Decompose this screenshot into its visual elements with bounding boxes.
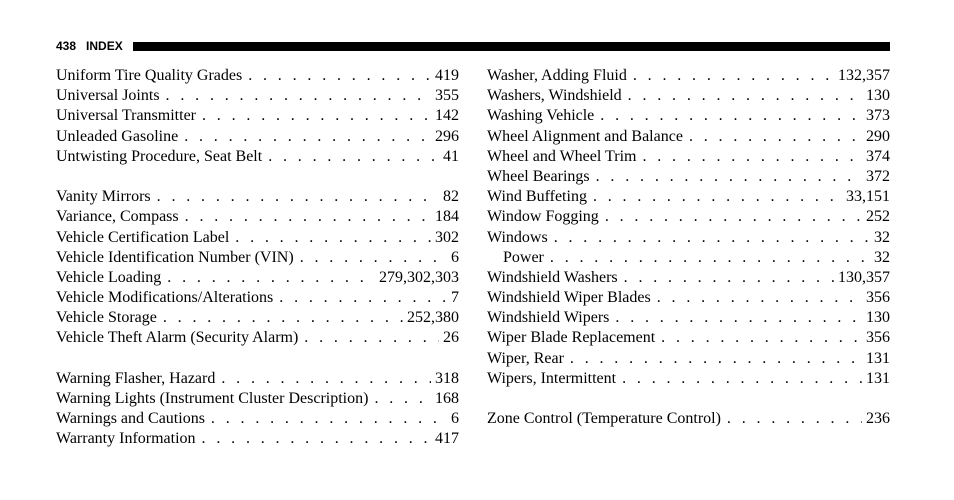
index-entry — [56, 148, 459, 168]
entry-pages: 296 — [435, 127, 459, 145]
entry-pages: 130,357 — [838, 268, 890, 286]
dot-leader — [642, 148, 862, 166]
dot-leader — [554, 229, 870, 247]
entry-pages: 131 — [866, 349, 890, 367]
entry-term: Warning Lights (Instrument Cluster Description) — [56, 390, 369, 407]
entry-term: Universal Transmitter — [56, 107, 196, 125]
entry-pages: 356 — [866, 329, 890, 347]
entry-term: Washing Vehicle — [487, 107, 595, 125]
entry-term: Vehicle Storage — [56, 309, 157, 327]
dot-leader — [300, 249, 447, 267]
index-entry — [56, 430, 459, 450]
entry-pages: 26 — [443, 329, 459, 347]
dot-leader — [167, 269, 375, 287]
index-entry — [56, 249, 459, 269]
entry-pages: 6 — [451, 248, 459, 266]
dot-leader — [202, 107, 431, 125]
dot-leader — [570, 350, 862, 368]
dot-leader — [550, 249, 870, 267]
index-entry — [56, 390, 459, 410]
index-entry — [487, 208, 890, 228]
entry-pages: 355 — [435, 87, 459, 105]
entry-term: Windshield Washers — [487, 268, 618, 286]
index-entry — [56, 309, 459, 329]
dot-leader — [202, 430, 431, 448]
entry-term: Variance, Compass — [56, 208, 179, 226]
index-subentry — [487, 249, 890, 269]
index-column-right — [487, 67, 890, 430]
index-entry — [56, 229, 459, 249]
dot-leader — [166, 87, 431, 105]
entry-pages: 142 — [435, 107, 459, 125]
index-entry — [487, 168, 890, 188]
entry-pages: 7 — [451, 289, 459, 307]
entry-pages: 252,380 — [407, 309, 459, 327]
index-entry — [56, 188, 459, 208]
entry-term: Washer, Adding Fluid — [487, 67, 627, 84]
index-entry — [487, 289, 890, 309]
index-entry — [487, 229, 890, 249]
dot-leader — [596, 168, 862, 186]
entry-term: Wheel Bearings — [487, 167, 590, 185]
dot-leader — [600, 107, 862, 125]
entry-term: Vanity Mirrors — [56, 188, 151, 206]
page-number: 438 — [56, 39, 77, 53]
dot-leader — [304, 329, 439, 347]
group-gap — [56, 168, 459, 188]
dot-leader — [268, 148, 439, 166]
dot-leader — [605, 208, 862, 226]
entry-term: Vehicle Identification Number (VIN) — [56, 248, 294, 266]
dot-leader — [279, 289, 447, 307]
dot-leader — [622, 370, 862, 388]
index-entry — [487, 67, 890, 87]
entry-term: Wiper Blade Replacement — [487, 329, 656, 347]
entry-pages: 374 — [866, 147, 890, 165]
entry-pages: 41 — [443, 147, 459, 165]
index-entry — [56, 269, 459, 289]
entry-pages: 82 — [443, 188, 459, 206]
entry-pages: 356 — [866, 289, 890, 307]
entry-term: Vehicle Theft Alarm (Security Alarm) — [56, 329, 299, 347]
index-entry — [56, 128, 459, 148]
index-entry — [56, 67, 459, 87]
index-entry — [56, 289, 459, 309]
entry-pages: 184 — [435, 208, 459, 226]
entry-term: Unleaded Gasoline — [56, 127, 179, 145]
entry-term: Wind Buffeting — [487, 188, 587, 206]
index-column-left — [56, 67, 459, 451]
index-entry — [56, 87, 459, 107]
index-entry — [56, 208, 459, 228]
entry-pages: 372 — [866, 167, 890, 185]
entry-pages: 302 — [435, 228, 459, 246]
entry-pages: 130 — [866, 309, 890, 327]
dot-leader — [221, 370, 431, 388]
index-entry — [56, 107, 459, 127]
entry-term: Wheel and Wheel Trim — [487, 147, 637, 165]
dot-leader — [628, 87, 862, 105]
dot-leader — [657, 289, 862, 307]
entry-term: Universal Joints — [56, 87, 160, 105]
entry-pages: 236 — [866, 410, 890, 428]
dot-leader — [235, 229, 431, 247]
entry-term: Wheel Alignment and Balance — [487, 127, 683, 145]
index-entry — [487, 350, 890, 370]
header-rule — [133, 42, 890, 51]
entry-term: Windows — [487, 228, 548, 246]
dot-leader — [689, 128, 862, 146]
entry-pages: 32 — [874, 248, 890, 266]
dot-leader — [624, 269, 834, 287]
page-header — [56, 39, 890, 53]
dot-leader — [374, 390, 431, 408]
index-entry — [487, 87, 890, 107]
entry-term: Warning Flasher, Hazard — [56, 369, 216, 387]
entry-pages: 417 — [435, 430, 459, 448]
dot-leader — [185, 208, 431, 226]
entry-term: Warnings and Cautions — [56, 410, 205, 428]
entry-term: Warranty Information — [56, 430, 196, 448]
entry-pages: 131 — [866, 369, 890, 387]
dot-leader — [633, 67, 834, 85]
entry-term: Wiper, Rear — [487, 349, 564, 367]
entry-pages: 168 — [435, 390, 459, 407]
dot-leader — [157, 188, 439, 206]
entry-term: Vehicle Modifications/Alterations — [56, 289, 274, 307]
entry-term: Windshield Wipers — [487, 309, 610, 327]
entry-term: Wipers, Intermittent — [487, 369, 617, 387]
group-gap — [487, 390, 890, 410]
index-entry — [487, 148, 890, 168]
entry-pages: 32 — [874, 228, 890, 246]
entry-term: Window Fogging — [487, 208, 599, 226]
dot-leader — [184, 128, 431, 146]
entry-term: Uniform Tire Quality Grades — [56, 67, 243, 84]
index-entry — [56, 370, 459, 390]
index-entry — [487, 329, 890, 349]
entry-term: Windshield Wiper Blades — [487, 289, 651, 307]
entry-term: Washers, Windshield — [487, 87, 622, 105]
entry-pages: 33,151 — [846, 188, 890, 206]
dot-leader — [615, 309, 862, 327]
entry-term: Power — [503, 248, 544, 266]
index-entry — [56, 329, 459, 349]
entry-term: Vehicle Loading — [56, 268, 162, 286]
index-entry — [487, 410, 890, 430]
group-gap — [56, 350, 459, 370]
entry-pages: 132,357 — [838, 67, 890, 84]
dot-leader — [727, 410, 862, 428]
index-entry — [487, 128, 890, 148]
entry-pages: 279,302,303 — [379, 268, 459, 286]
index-entry — [487, 370, 890, 390]
dot-leader — [163, 309, 403, 327]
index-entry — [487, 188, 890, 208]
dot-leader — [593, 188, 842, 206]
entry-term: Zone Control (Temperature Control) — [487, 410, 721, 428]
index-entry — [487, 269, 890, 289]
entry-pages: 373 — [866, 107, 890, 125]
dot-leader — [661, 329, 862, 347]
index-entry — [487, 107, 890, 127]
entry-pages: 130 — [866, 87, 890, 105]
entry-pages: 419 — [435, 67, 459, 84]
dot-leader — [211, 410, 447, 428]
index-entry — [487, 309, 890, 329]
entry-pages: 252 — [866, 208, 890, 226]
entry-term: Untwisting Procedure, Seat Belt — [56, 147, 263, 165]
entry-term: Vehicle Certification Label — [56, 228, 230, 246]
entry-pages: 318 — [435, 369, 459, 387]
page-title: INDEX — [86, 39, 123, 53]
entry-pages: 6 — [451, 410, 459, 428]
dot-leader — [248, 67, 431, 85]
index-entry — [56, 410, 459, 430]
entry-pages: 290 — [866, 127, 890, 145]
